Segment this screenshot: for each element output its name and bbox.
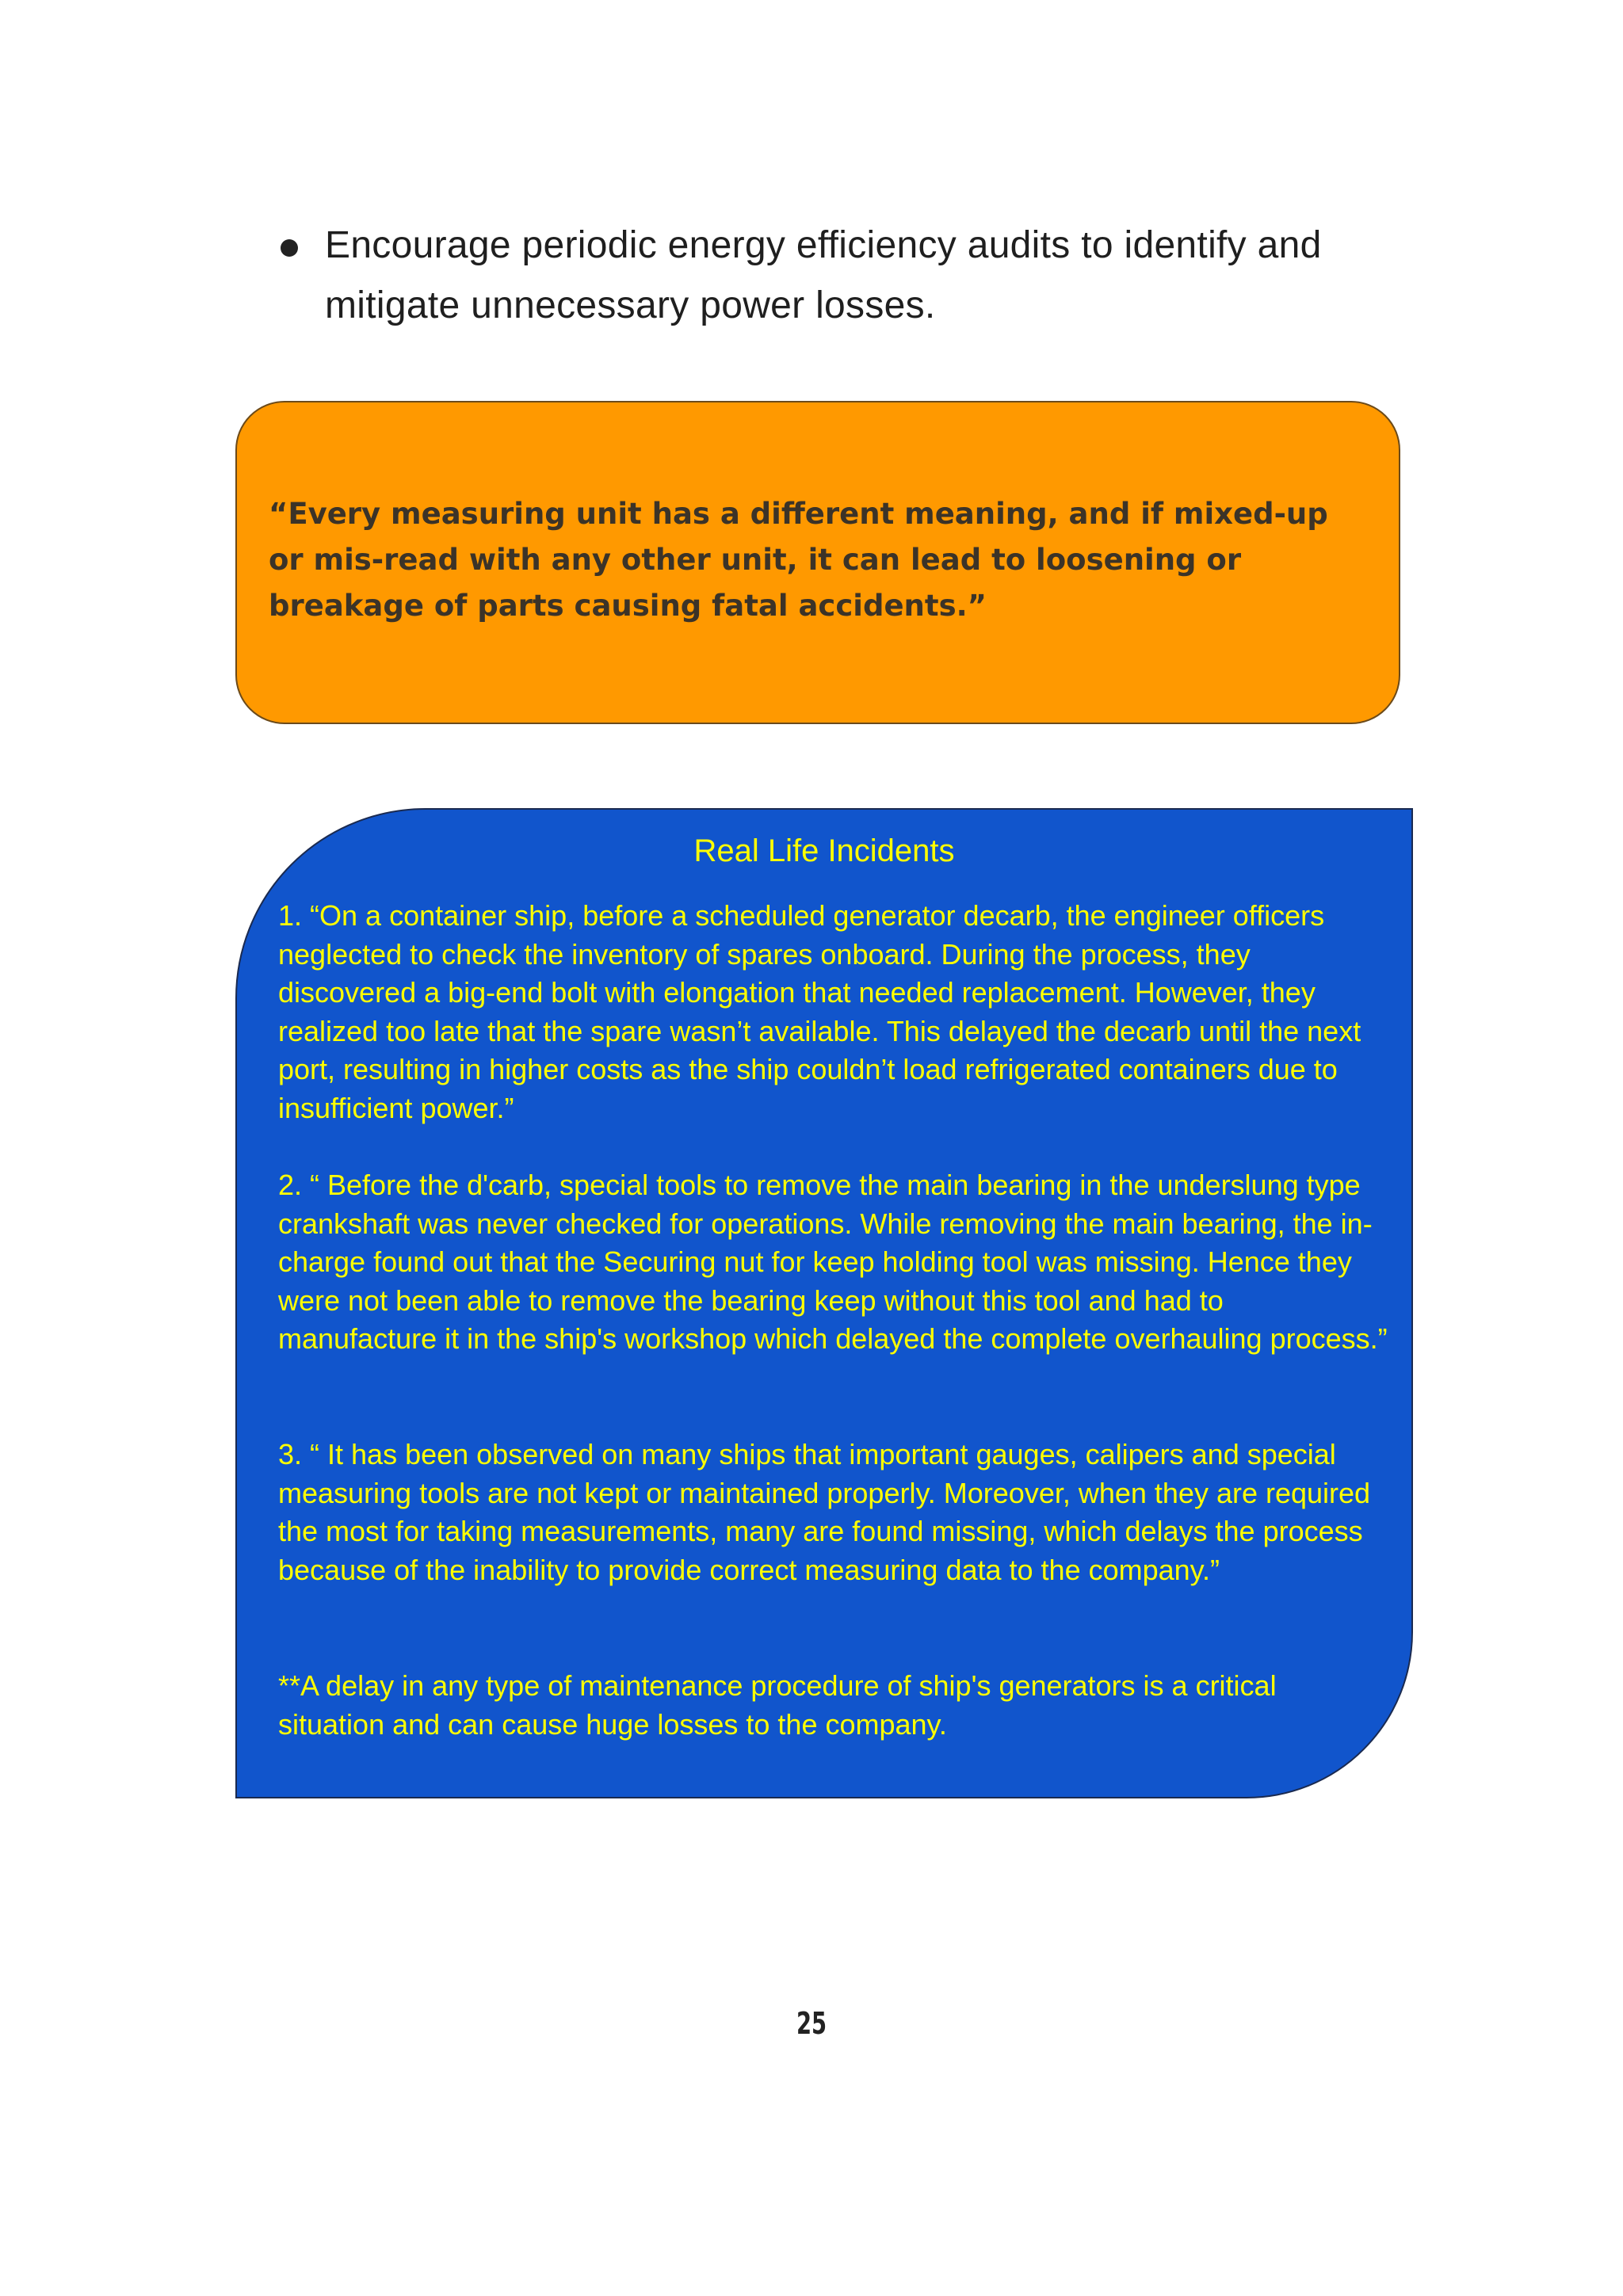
bullet-dot-icon — [281, 239, 298, 257]
incident-note: **A delay in any type of maintenance procedure of ship's generators is a critical situation and can cause huge losses to the company. — [278, 1669, 1277, 1741]
quote-text: “Every measuring unit has a different meaning, and if mixed-up or mis-read with any other unit, it can lead to loosening or breakage of parts causing fatal accidents.” — [269, 497, 1328, 623]
incident-paragraph-2: 2. “ Before the d'carb, special tools to remove the main bearing in the underslung type crankshaft was never checked for operations. While removing the main bearing, the in-charge found out that the Securing nut for keep holding tool was missing. Hence they were not been able to remove the bearing keep without this tool and had to manufacture it in the ship's workshop which delayed the complete overhauling process.” — [278, 1169, 1388, 1355]
incidents-title: Real Life Incidents — [693, 833, 955, 868]
real-life-incidents-box — [235, 808, 1413, 1798]
page-number: 25 — [796, 2006, 827, 2041]
incident-paragraph-1: 1. “On a container ship, before a scheduled generator decarb, the engineer officers neglected to check the inventory of spares onboard. During the process, they discovered a big-end bolt with elongation that needed replacement. However, they realized too late that the spare wasn’t available. This delayed the decarb until the next port, resulting in higher costs as the ship couldn’t load refrigerated containers due to insufficient power.” — [278, 899, 1361, 1124]
quote-box — [235, 401, 1400, 724]
bullet-list — [269, 215, 1411, 336]
incident-paragraph-3: 3. “ It has been observed on many ships that important gauges, calipers and special measuring tools are not kept or maintained properly. Moreover, when they are required the most for taking measurements, many are found missing, which delays the process because of the inability to provide correct measuring data to the company.” — [278, 1438, 1371, 1586]
bullet-text: Encourage periodic energy efficiency audits to identify and mitigate unnecessary power losses. — [325, 224, 1322, 326]
bullet-item — [269, 215, 1411, 336]
